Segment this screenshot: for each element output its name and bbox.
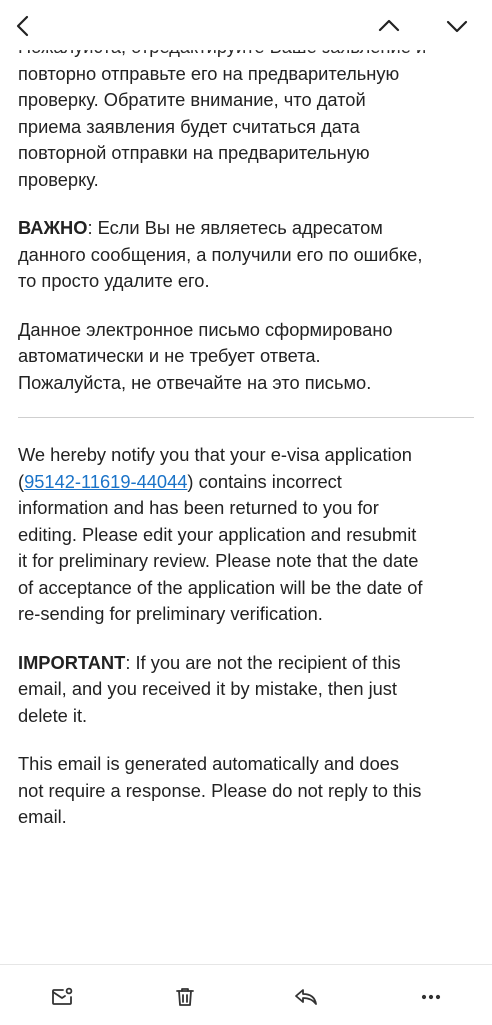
bottom-action-bar xyxy=(0,964,492,1025)
chevron-up-icon xyxy=(377,14,401,38)
text-line: автоматически и не требует ответа. xyxy=(18,345,321,366)
back-button[interactable] xyxy=(4,6,44,46)
text-line: email, and you received it by mistake, then just xyxy=(18,678,398,699)
ru-paragraph-important xyxy=(18,215,474,295)
text-line: information and has been returned to you for xyxy=(18,497,379,518)
text-line: We hereby notify you that your e-visa application xyxy=(18,444,412,465)
delete-button[interactable] xyxy=(165,977,205,1017)
top-toolbar xyxy=(0,0,492,50)
text-line: it for preliminary review. Please note that the date xyxy=(18,550,419,571)
text-line: данного сообщения, а получили его по ошибке, xyxy=(18,243,423,265)
mark-unread-button[interactable] xyxy=(42,977,82,1017)
text-fragment: ) contains incorrect xyxy=(187,470,342,492)
text-line: re-sending for preliminary verification. xyxy=(18,603,323,624)
more-options-icon xyxy=(419,985,443,1009)
ru-important-label: ВАЖНО xyxy=(18,217,88,238)
text-line: email. xyxy=(18,806,67,827)
ru-paragraph-resubmit xyxy=(18,61,474,194)
previous-email-button[interactable] xyxy=(369,6,409,46)
text-line: delete it. xyxy=(18,704,88,726)
text-line: проверку. Обратите внимание, что датой xyxy=(18,89,366,110)
reply-icon xyxy=(293,985,319,1009)
text-line: This email is generated automatically and does xyxy=(18,753,400,774)
text-line: of acceptance of the application will be the date of xyxy=(18,576,423,598)
text-line: editing. Please edit your application and resubmit xyxy=(18,523,417,545)
email-body xyxy=(18,34,474,831)
en-important-text: : If you are not the recipient of this xyxy=(125,651,401,673)
en-paragraph-important xyxy=(18,650,474,730)
text-line: Пожалуйста, не отвечайте на это письмо. xyxy=(18,371,372,393)
reply-button[interactable] xyxy=(286,977,326,1017)
ru-important-text: : Если Вы не являетесь адресатом xyxy=(87,217,383,238)
language-divider xyxy=(18,417,474,418)
trash-icon xyxy=(173,985,197,1009)
chevron-down-icon xyxy=(445,14,469,38)
application-number-link[interactable]: 95142-11619-44044 xyxy=(24,470,188,492)
open-paren: ( xyxy=(18,470,25,492)
text-line xyxy=(18,469,474,496)
text-line: Данное электронное письмо сформировано xyxy=(18,318,393,340)
mark-unread-icon xyxy=(50,985,74,1009)
en-important-label: IMPORTANT xyxy=(18,651,126,673)
next-email-button[interactable] xyxy=(437,6,477,46)
text-line: повторной отправки на предварительную xyxy=(18,142,370,163)
text-line: not require a response. Please do not reply to this xyxy=(18,779,422,801)
text-line: то просто удалите его. xyxy=(18,270,210,291)
chevron-left-icon xyxy=(12,14,36,38)
text-line xyxy=(18,215,474,242)
text-line: повторно отправьте его на предварительную xyxy=(18,62,400,84)
en-paragraph-notice xyxy=(18,442,474,628)
ru-paragraph-auto xyxy=(18,317,474,397)
text-line: проверку. xyxy=(18,168,99,190)
en-paragraph-auto xyxy=(18,751,474,831)
text-line xyxy=(18,650,474,677)
text-line: приема заявления будет считаться дата xyxy=(18,115,360,137)
more-options-button[interactable] xyxy=(411,977,451,1017)
